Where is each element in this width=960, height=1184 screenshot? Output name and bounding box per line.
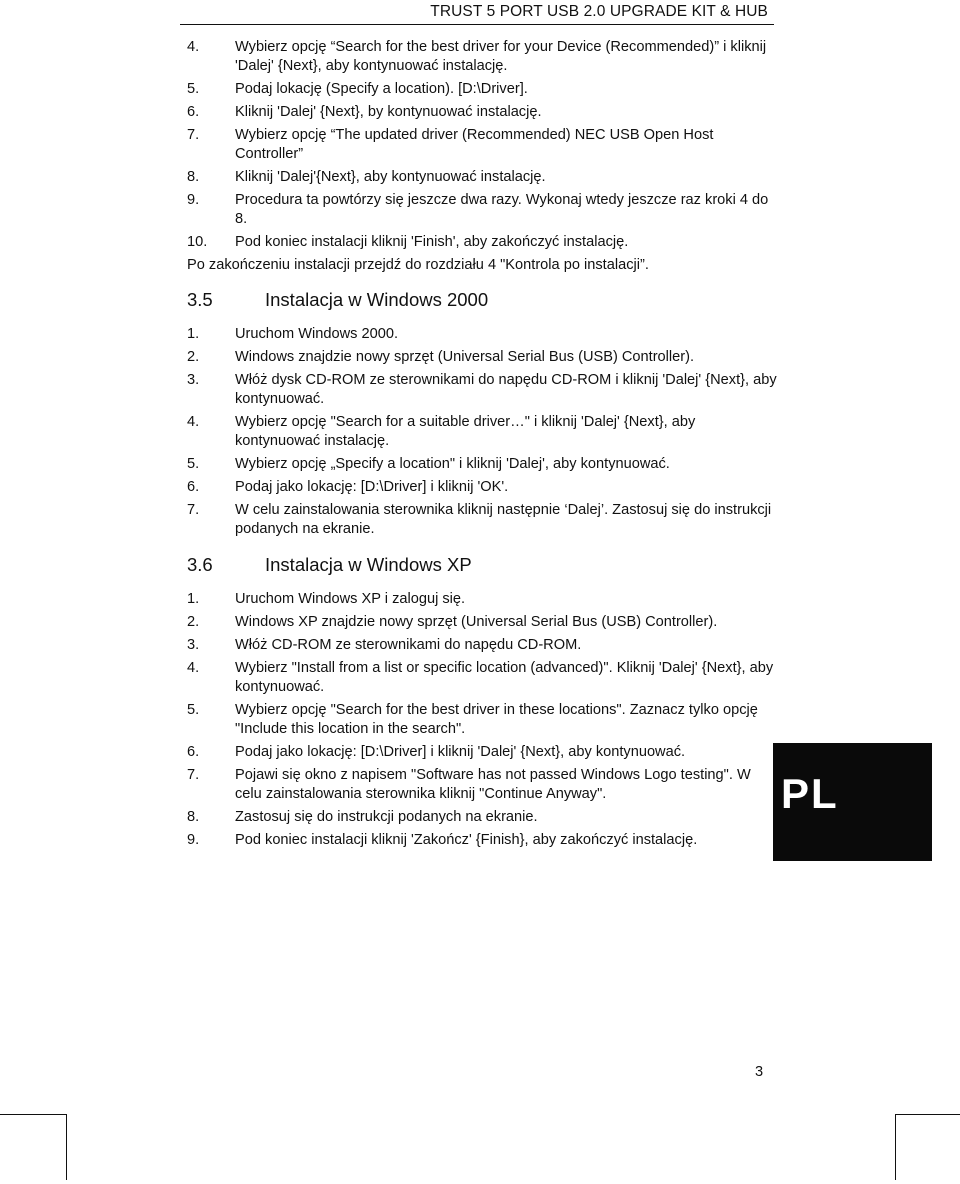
list-item-text: Pod koniec instalacji kliknij 'Finish', aby zakończyć instalację. [235,234,629,250]
list-item-text: Wybierz opcję “Search for the best driver for your Device (Recommended)” i kliknij 'Dalej' {Next}, aby kontynuować instalację. [235,39,767,74]
section-windows-xp [187,554,777,850]
list-item-text: Podaj jako lokację: [D:\Driver] i kliknij 'OK'. [235,479,509,495]
list-item [187,701,777,739]
list-item-text: Wybierz opcję "Search for the best driver in these locations". Zaznacz tylko opcję "Include this location in the search". [235,702,758,737]
page-content [187,38,777,854]
list-item-number: 4. [187,414,200,430]
section-number: 3.5 [187,289,213,310]
list-item-number: 8. [187,169,200,185]
list-item-number: 7. [187,767,200,783]
list-item-number: 1. [187,591,200,607]
list-item-number: 9. [187,832,200,848]
crop-mark-left-vertical [66,1114,67,1180]
section-windows-2000 [187,289,777,539]
list-item-number: 7. [187,127,200,143]
crop-mark-right-horizontal [895,1114,960,1115]
list-item-text: Wybierz opcję „Specify a location" i kliknij 'Dalej', aby kontynuować. [235,456,670,472]
list-item-number: 5. [187,702,200,718]
list-item [187,191,777,229]
document-header-title: TRUST 5 PORT USB 2.0 UPGRADE KIT & HUB [430,3,768,20]
list-item-text: Podaj jako lokację: [D:\Driver] i kliknij 'Dalej' {Next}, aby kontynuować. [235,744,686,760]
list-item-text: Uruchom Windows XP i zaloguj się. [235,591,466,607]
list-item [187,325,777,344]
list-item-number: 7. [187,502,200,518]
list-item [187,413,777,451]
list-item [187,126,777,164]
list-item [187,478,777,497]
list-item-text: Włóż CD-ROM ze sterownikami do napędu CD-ROM. [235,637,582,653]
list-item [187,501,777,539]
list-item-number: 6. [187,104,200,120]
language-tab-label: PL [781,770,839,817]
list-item [187,103,777,122]
section-title: Instalacja w Windows XP [265,554,472,575]
list-item [187,808,777,827]
list-item-number: 5. [187,81,200,97]
list-item [187,766,777,804]
section-continued-steps [187,38,777,275]
list-item-number: 9. [187,192,200,208]
list-item-number: 10. [187,234,208,250]
list-item-number: 6. [187,744,200,760]
list-item [187,80,777,99]
section-title: Instalacja w Windows 2000 [265,289,489,310]
list-item-number: 6. [187,479,200,495]
list-item [187,590,777,609]
list-item-text: Wybierz opcję "Search for a suitable driver…" i kliknij 'Dalej' {Next}, aby kontynuować instalację. [235,414,696,449]
list-item-text: Pojawi się okno z napisem "Software has not passed Windows Logo testing". W celu zainstalowania sterownika kliknij "Continue Anyway". [235,767,751,802]
section-number: 3.6 [187,554,213,575]
page-number: 3 [755,1064,764,1080]
list-item-text: Włóż dysk CD-ROM ze sterownikami do napędu CD-ROM i kliknij 'Dalej' {Next}, aby kontynuować. [235,372,777,407]
list-item-text: Podaj lokację (Specify a location). [D:\Driver]. [235,81,528,97]
list-item-text: Kliknij 'Dalej'{Next}, aby kontynuować instalację. [235,169,546,185]
list-item-text: W celu zainstalowania sterownika kliknij następnie ‘Dalej’. Zastosuj się do instrukcji podanych na ekranie. [235,502,772,537]
list-item-number: 8. [187,809,200,825]
list-item [187,743,777,762]
list-item-number: 2. [187,349,200,365]
list-item-number: 5. [187,456,200,472]
list-item-text: Kliknij 'Dalej' {Next}, by kontynuować instalację. [235,104,542,120]
list-item-text: Wybierz opcję “The updated driver (Recommended) NEC USB Open Host Controller” [235,127,714,162]
list-item-number: 4. [187,660,200,676]
list-item-text: Procedura ta powtórzy się jeszcze dwa razy. Wykonaj wtedy jeszcze raz kroki 4 do 8. [235,192,769,227]
list-item-number: 1. [187,326,200,342]
list-item [187,613,777,632]
list-item [187,168,777,187]
header-rule [180,24,774,25]
list-item-text: Pod koniec instalacji kliknij 'Zakończ' {Finish}, aby zakończyć instalację. [235,832,698,848]
list-item [187,831,777,850]
list-item-text: Zastosuj się do instrukcji podanych na ekranie. [235,809,538,825]
list-item-text: Windows znajdzie nowy sprzęt (Universal Serial Bus (USB) Controller). [235,349,695,365]
list-item-number: 3. [187,637,200,653]
list-item-text: Windows XP znajdzie nowy sprzęt (Universal Serial Bus (USB) Controller). [235,614,718,630]
crop-mark-right-vertical [895,1114,896,1180]
list-item [187,38,777,76]
list-item [187,659,777,697]
list-item [187,371,777,409]
list-item-text: Uruchom Windows 2000. [235,326,399,342]
list-item [187,233,777,252]
section-heading [187,554,777,576]
closing-paragraph: Po zakończeniu instalacji przejdź do rozdziału 4 "Kontrola po instalacji”. [187,257,649,273]
list-item [187,348,777,367]
list-item-text: Wybierz "Install from a list or specific location (advanced)". Kliknij 'Dalej' {Next}, aby kontynuować. [235,660,774,695]
language-tab [773,743,932,861]
section-heading [187,289,777,311]
list-item-number: 4. [187,39,200,55]
list-item-number: 3. [187,372,200,388]
list-item [187,455,777,474]
crop-mark-left-horizontal [0,1114,66,1115]
list-item-number: 2. [187,614,200,630]
list-item [187,636,777,655]
